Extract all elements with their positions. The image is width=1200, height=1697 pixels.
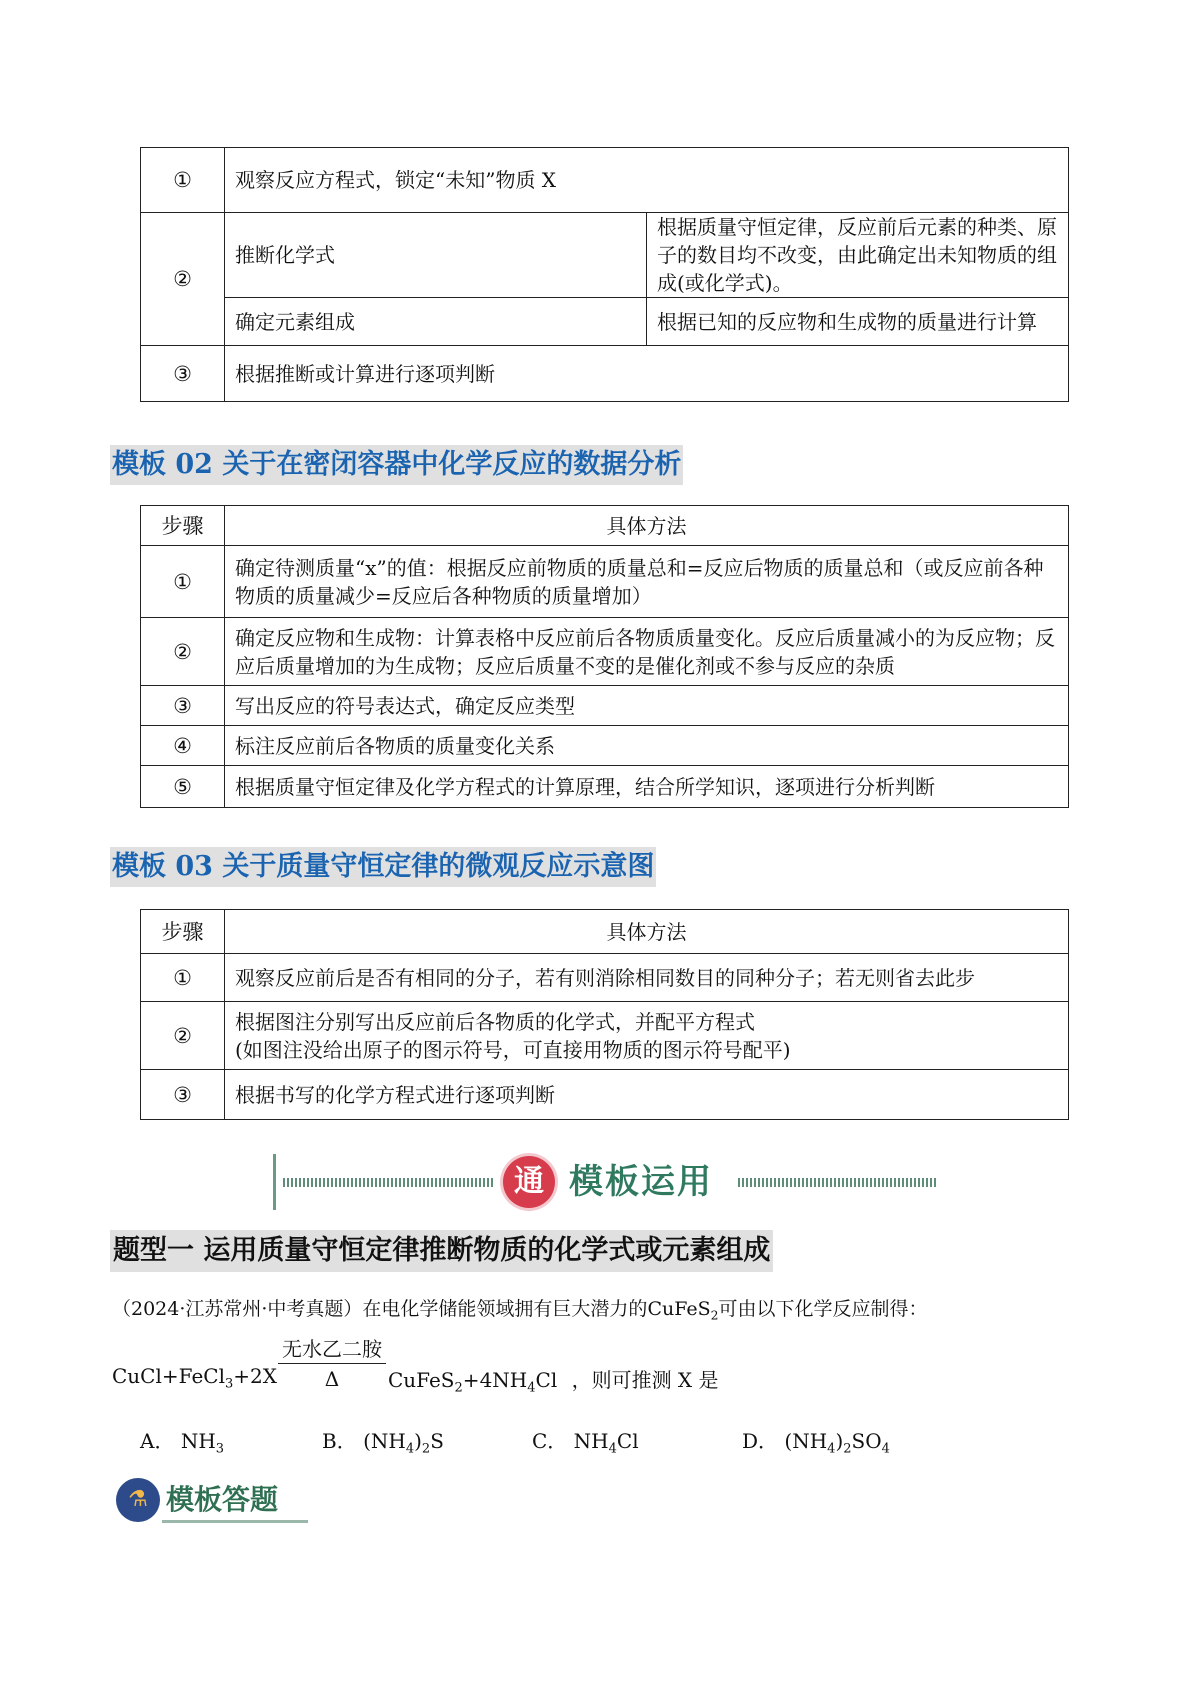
step-text: 确定待测质量“x”的值：根据反应前物质的质量总和=反应后物质的质量总和（或反应前各种物质的质量减少=反应后各种物质的质量增加） (225, 546, 1069, 618)
steps-table-template02 (140, 505, 1069, 808)
step-number: ② (141, 618, 225, 686)
step-text: 标注反应前后各物质的质量变化关系 (225, 726, 1069, 766)
step-text: 观察反应方程式，锁定“未知”物质 X (225, 148, 1069, 213)
template-answer-badge (116, 1478, 310, 1524)
formula-subscript: 4 (608, 1441, 617, 1457)
formula: SO (851, 1429, 882, 1453)
formula-subscript: 2 (710, 1308, 719, 1323)
formula-subscript: 3 (224, 1376, 234, 1392)
equation-products (388, 1364, 719, 1396)
formula-subscript: 2 (421, 1441, 431, 1457)
formula-subscript: 3 (215, 1441, 225, 1457)
column-header-method: 具体方法 (225, 910, 1069, 954)
banner-stripe-left (283, 1178, 495, 1187)
step-text: 确定反应物和生成物：计算表格中反应前后各物质质量变化。反应后质量减小的为反应物；反应后质量增加的为生成物；反应后质量不变的是催化剂或不参与反应的杂质 (225, 618, 1069, 686)
formula: NH (573, 1429, 609, 1453)
formula: (NH (784, 1429, 828, 1453)
sub-label: 确定元素组成 (225, 298, 647, 346)
question-type-title: 题型一 运用质量守恒定律推断物质的化学式或元素组成 (110, 1230, 773, 1272)
formula: CuFeS (647, 1298, 711, 1320)
plus-sign: + (161, 1364, 179, 1388)
step-number: ② (141, 1002, 225, 1070)
product: CuFeS (388, 1368, 455, 1392)
formula-subscript: 4 (527, 1380, 536, 1396)
step-text-line: 根据图注分别写出反应前后各物质的化学式，并配平方程式 (235, 1009, 755, 1034)
column-header-method: 具体方法 (225, 506, 1069, 546)
option-label: C． (532, 1429, 568, 1453)
reaction-condition (278, 1336, 386, 1392)
option-label: B． (322, 1429, 357, 1453)
plus-sign: + (462, 1368, 480, 1392)
step-text: 根据推断或计算进行逐项判断 (225, 346, 1069, 402)
formula: S (430, 1429, 444, 1453)
step-number: ② (141, 213, 225, 346)
formula-subscript: 4 (405, 1441, 415, 1457)
option-d[interactable] (742, 1426, 890, 1465)
question-stem (112, 1294, 928, 1330)
step-number: ① (141, 546, 225, 618)
sub-text: 根据已知的反应物和生成物的质量进行计算 (647, 298, 1069, 346)
step-text: 观察反应前后是否有相同的分子，若有则消除相同数目的同种分子；若无则省去此步 (225, 954, 1069, 1002)
condition-top: 无水乙二胺 (282, 1337, 382, 1361)
reactant: 2X (250, 1364, 277, 1388)
template-usage-banner (273, 1150, 938, 1214)
question-source-suffix: 可由以下化学反应制得： (718, 1298, 928, 1320)
sub-label: 推断化学式 (225, 213, 647, 298)
formula: NH (180, 1429, 216, 1453)
plus-sign: + (233, 1364, 251, 1388)
banner-stripe-right (738, 1178, 938, 1187)
banner-badge-icon: 通 (503, 1156, 555, 1208)
step-text (225, 1002, 1069, 1070)
reactant: CuCl (112, 1364, 162, 1388)
reactant: FeCl (178, 1364, 225, 1388)
badge-underline (162, 1520, 308, 1523)
step-number: ④ (141, 726, 225, 766)
equation-reactants (112, 1364, 277, 1392)
step-text: 根据质量守恒定律及化学方程式的计算原理，结合所学知识，逐项进行分析判断 (225, 766, 1069, 808)
banner-title: 模板运用 (569, 1162, 713, 1202)
step-number: ③ (141, 686, 225, 726)
formula-subscript: 4 (827, 1441, 836, 1457)
question-tail: ，则可推测 X 是 (571, 1368, 719, 1392)
formula: (NH (363, 1429, 406, 1453)
step-number: ③ (141, 346, 225, 402)
option-label: A． (140, 1429, 175, 1453)
option-b[interactable] (322, 1426, 444, 1465)
step-text-line: (如图注没给出原子的图示符号，可直接用物质的图示符号配平) (235, 1037, 791, 1062)
sub-text: 根据质量守恒定律，反应前后元素的种类、原子的数目均不改变，由此确定出未知物质的组成(或化学式)。 (647, 213, 1069, 298)
reaction-arrow-line (278, 1363, 386, 1364)
step-number: ① (141, 148, 225, 213)
question-source-text: （2024·江苏常州·中考真题）在电化学储能领域拥有巨大潜力的 (112, 1298, 648, 1320)
formula-subscript: 4 (881, 1441, 890, 1457)
step-number: ⑤ (141, 766, 225, 808)
step-number: ③ (141, 1070, 225, 1120)
product: 4NH (479, 1368, 528, 1392)
product: Cl (535, 1368, 558, 1392)
steps-table-template01 (140, 147, 1069, 402)
formula: ) (414, 1429, 422, 1453)
column-header-step: 步骤 (141, 910, 225, 954)
option-label: D． (742, 1429, 779, 1453)
step-text: 写出反应的符号表达式，确定反应类型 (225, 686, 1069, 726)
section-heading-template02: 模板 02 关于在密闭容器中化学反应的数据分析 (110, 445, 683, 485)
step-text: 根据书写的化学方程式进行逐项判断 (225, 1070, 1069, 1120)
section-heading-template03: 模板 03 关于质量守恒定律的微观反应示意图 (110, 847, 656, 887)
banner-left-bar (273, 1154, 276, 1210)
column-header-step: 步骤 (141, 506, 225, 546)
formula-subscript: 2 (843, 1441, 852, 1457)
option-a[interactable] (140, 1426, 224, 1465)
answer-badge-title: 模板答题 (166, 1483, 279, 1516)
steps-table-template03 (140, 909, 1069, 1120)
step-number: ① (141, 954, 225, 1002)
condition-bottom: Δ (324, 1367, 340, 1391)
formula: Cl (616, 1429, 639, 1453)
formula-subscript: 2 (454, 1380, 463, 1396)
option-c[interactable] (532, 1426, 639, 1465)
flask-icon: ⚗ (116, 1478, 160, 1522)
formula: ) (835, 1429, 844, 1453)
